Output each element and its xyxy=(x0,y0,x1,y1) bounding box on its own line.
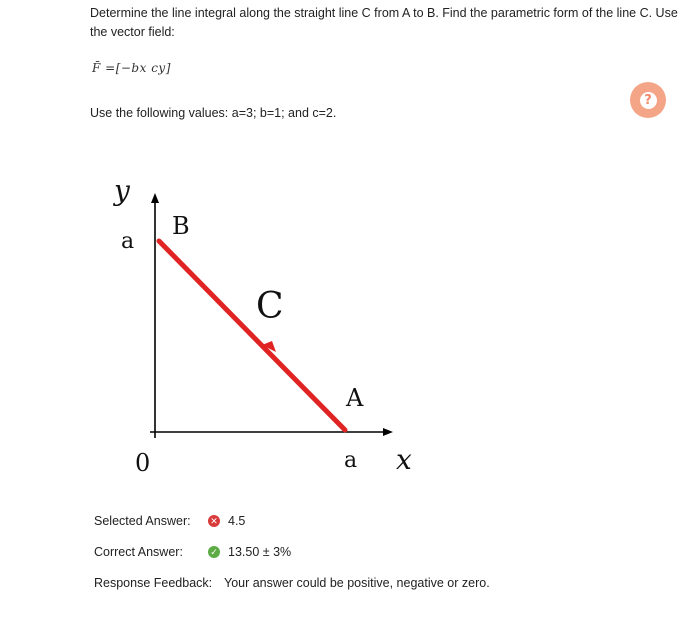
x-axis-arrow xyxy=(383,428,393,436)
feedback-row xyxy=(94,576,490,590)
selected-answer-value: 4.5 xyxy=(228,514,246,528)
question-text: Determine the line integral along the straight line C from A to B. Find the parametric form of the line C. Use the vector field: xyxy=(90,6,678,39)
point-a-label: A xyxy=(346,384,364,412)
question-mark-icon: ? xyxy=(640,92,657,109)
y-tick-label: a xyxy=(121,229,135,254)
y-axis-arrow xyxy=(151,193,159,203)
x-circle-icon: ✕ xyxy=(208,515,220,527)
given-values: Use the following values: a=3; b=1; and c=2. xyxy=(90,106,337,120)
x-axis-label: x xyxy=(396,443,412,476)
curve-c-label: C xyxy=(256,286,284,327)
point-b-label: B xyxy=(172,212,190,240)
selected-answer-row xyxy=(94,514,245,528)
y-axis-label: y xyxy=(114,174,130,207)
correct-answer-value: 13.50 ± 3% xyxy=(228,545,292,559)
feedback-label: Response Feedback: xyxy=(94,576,213,590)
line-c xyxy=(159,241,345,430)
x-tick-label: a xyxy=(344,448,358,473)
check-circle-icon: ✓ xyxy=(208,546,220,558)
correct-answer-label: Correct Answer: xyxy=(94,545,183,559)
selected-answer-label: Selected Answer: xyxy=(94,514,191,528)
feedback-value: Your answer could be positive, negative or zero. xyxy=(224,576,490,590)
correct-answer-row xyxy=(94,545,291,559)
vector-field-equation: F̄ =[−bx cy] xyxy=(92,61,171,75)
origin-label: 0 xyxy=(135,449,151,477)
